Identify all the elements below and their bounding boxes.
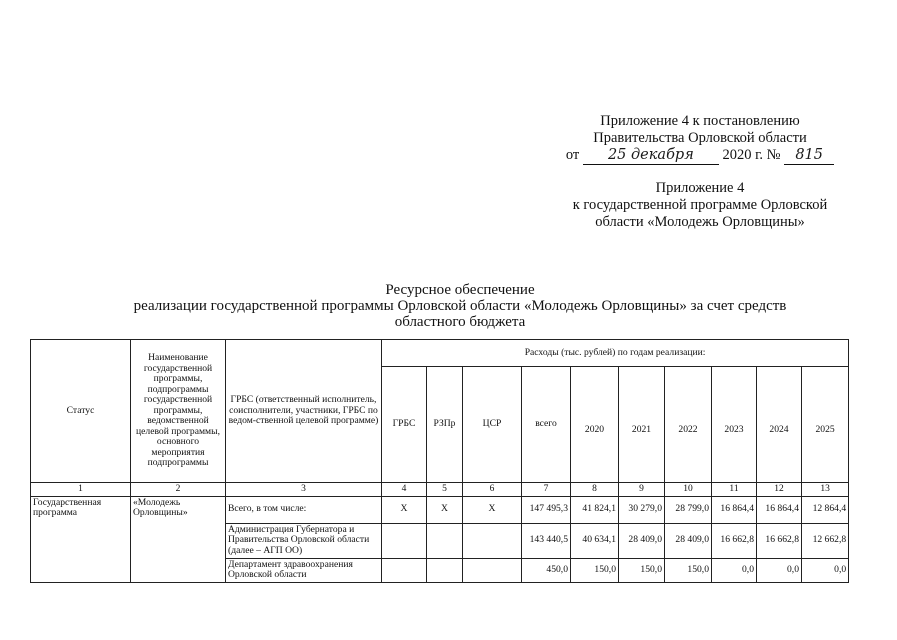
column-number: 3 <box>226 483 382 497</box>
handwritten-number: 815 <box>784 147 834 165</box>
row-csr <box>463 558 522 582</box>
header-year: 2020 <box>571 367 619 483</box>
row-grbs: Х <box>382 496 427 523</box>
row-executor: Администрация Губернатора и Правительства Орловской области (далее – АГП ОО) <box>226 523 382 558</box>
handwritten-date: 25 декабря <box>583 147 719 165</box>
column-number: 10 <box>665 483 712 497</box>
row-name: «Молодежь Орловщины» <box>131 496 226 582</box>
date-prefix: от <box>565 147 580 163</box>
row-value: 28 799,0 <box>665 496 712 523</box>
row-value: 16 662,8 <box>712 523 757 558</box>
row-value: 0,0 <box>802 558 849 582</box>
header-grbs-full: ГРБС (ответственный исполнитель, соисполнители, участники, ГРБС по ведом-ственной целевой программе) <box>226 340 382 483</box>
title-line-1: Ресурсное обеспечение <box>385 282 535 298</box>
appendix2-line-3: области «Молодежь Орловщины» <box>595 214 805 230</box>
row-total: 143 440,5 <box>522 523 571 558</box>
row-value: 150,0 <box>665 558 712 582</box>
row-executor: Департамент здравоохранения Орловской области <box>226 558 382 582</box>
row-grbs <box>382 523 427 558</box>
row-value: 41 824,1 <box>571 496 619 523</box>
header-year: 2023 <box>712 367 757 483</box>
table-row <box>31 496 849 523</box>
column-number: 6 <box>463 483 522 497</box>
row-value: 16 864,4 <box>757 496 802 523</box>
row-total: 147 495,3 <box>522 496 571 523</box>
header-total: всего <box>522 367 571 483</box>
header-grbs: ГРБС <box>382 367 427 483</box>
row-rzpr <box>427 558 463 582</box>
row-rzpr <box>427 523 463 558</box>
document-title <box>80 282 840 330</box>
column-number: 1 <box>31 483 131 497</box>
row-value: 12 864,4 <box>802 496 849 523</box>
appendix-date-row <box>520 147 880 165</box>
row-executor: Всего, в том числе: <box>226 496 382 523</box>
appendix-line-1: Приложение 4 к постановлению <box>600 113 800 129</box>
row-value: 12 662,8 <box>802 523 849 558</box>
row-value: 16 662,8 <box>757 523 802 558</box>
header-rzpr: РЗПр <box>427 367 463 483</box>
resource-table <box>30 339 849 583</box>
row-value: 16 864,4 <box>712 496 757 523</box>
header-expenses: Расходы (тыс. рублей) по годам реализации: <box>382 340 849 367</box>
column-number: 8 <box>571 483 619 497</box>
header-status: Статус <box>31 340 131 483</box>
appendix2-block <box>540 180 860 231</box>
column-number-row <box>31 483 849 497</box>
appendix2-line-2: к государственной программе Орловской <box>572 197 828 213</box>
column-number: 7 <box>522 483 571 497</box>
row-grbs <box>382 558 427 582</box>
row-value: 28 409,0 <box>619 523 665 558</box>
row-value: 30 279,0 <box>619 496 665 523</box>
header-csr: ЦСР <box>463 367 522 483</box>
column-number: 4 <box>382 483 427 497</box>
column-number: 5 <box>427 483 463 497</box>
header-year: 2025 <box>802 367 849 483</box>
column-number: 2 <box>131 483 226 497</box>
column-number: 12 <box>757 483 802 497</box>
row-status: Государственная программа <box>31 496 131 582</box>
row-value: 150,0 <box>619 558 665 582</box>
column-number: 9 <box>619 483 665 497</box>
column-number: 13 <box>802 483 849 497</box>
header-year: 2024 <box>757 367 802 483</box>
row-csr <box>463 523 522 558</box>
year-text: 2020 г. № <box>722 147 781 163</box>
appendix2-line-1: Приложение 4 <box>655 180 745 196</box>
appendix-block <box>520 113 880 165</box>
title-line-3: областного бюджета <box>394 314 526 330</box>
header-year: 2021 <box>619 367 665 483</box>
title-line-2: реализации государственной программы Орловской области «Молодежь Орловщины» за счет средств <box>133 298 787 314</box>
header-name: Наименование государственной программы, подпрограммы государственной программы, ведомственной целевой программы, основного мероприятия подпрограммы <box>131 340 226 483</box>
row-rzpr: Х <box>427 496 463 523</box>
row-csr: Х <box>463 496 522 523</box>
header-year: 2022 <box>665 367 712 483</box>
row-value: 28 409,0 <box>665 523 712 558</box>
row-total: 450,0 <box>522 558 571 582</box>
row-value: 150,0 <box>571 558 619 582</box>
row-value: 40 634,1 <box>571 523 619 558</box>
appendix-line-2: Правительства Орловской области <box>593 130 807 146</box>
row-value: 0,0 <box>712 558 757 582</box>
row-value: 0,0 <box>757 558 802 582</box>
column-number: 11 <box>712 483 757 497</box>
